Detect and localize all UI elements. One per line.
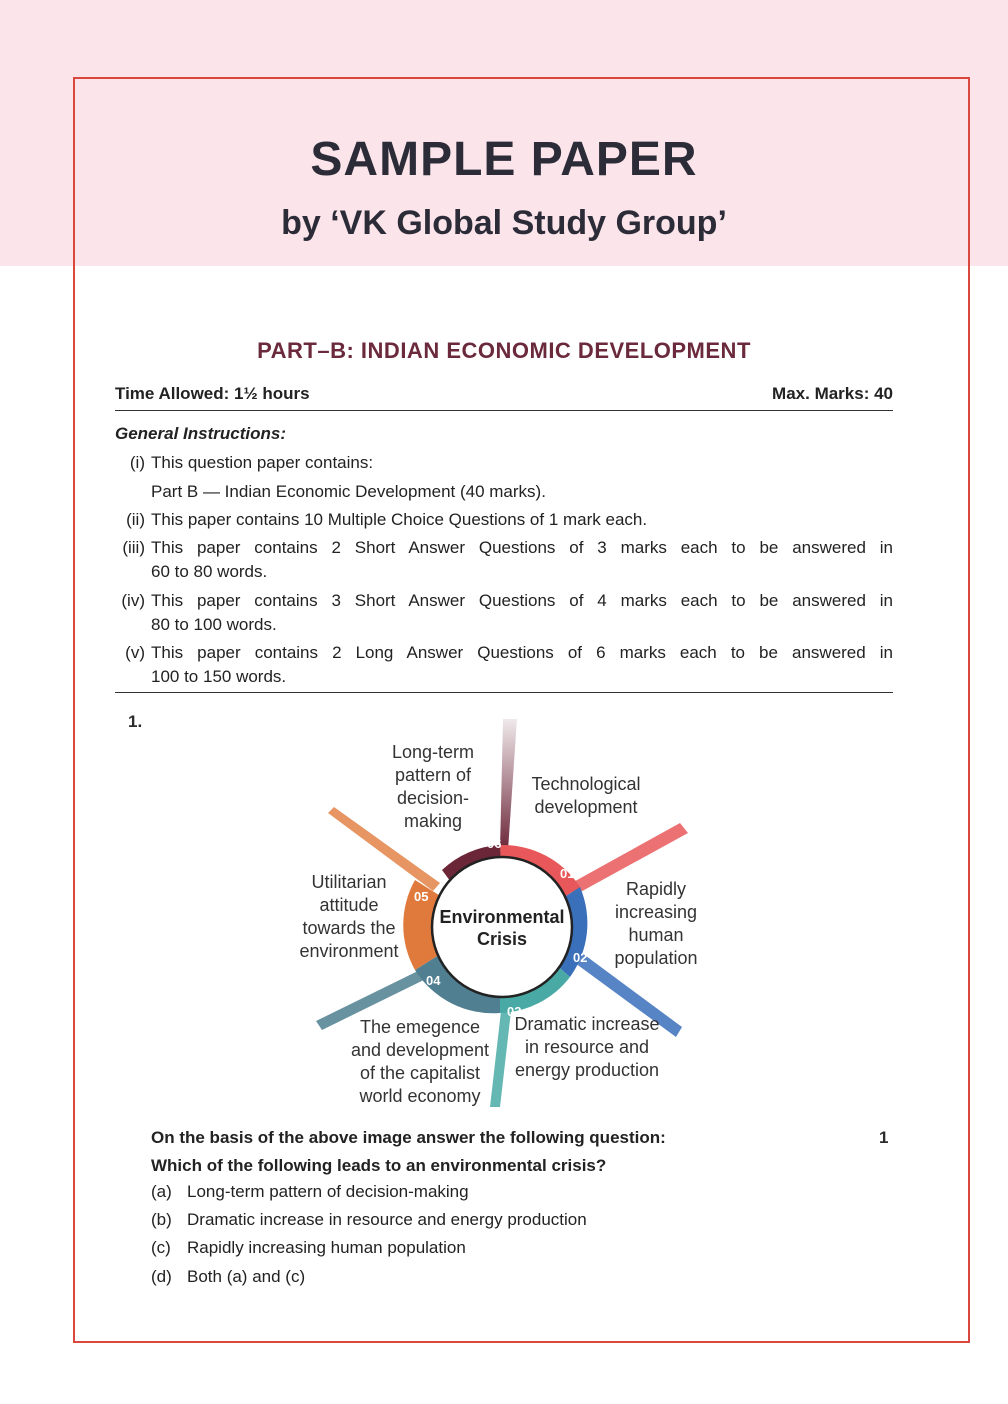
instruction-item bbox=[115, 560, 893, 588]
max-marks: Max. Marks: 40 bbox=[772, 384, 893, 403]
instruction-text: 60 to 80 words. bbox=[151, 562, 268, 581]
page-border bbox=[73, 77, 970, 1343]
segment-number-03: 03 bbox=[507, 1004, 522, 1019]
instruction-number: (iii) bbox=[122, 538, 145, 557]
instruction-item bbox=[115, 480, 893, 508]
instruction-number: (iv) bbox=[121, 591, 145, 610]
center-circle bbox=[432, 857, 575, 997]
label-segment-05: Utilitarian attitude towards the environment bbox=[299, 872, 399, 961]
segment-number-06: 06 bbox=[487, 836, 502, 851]
instruction-text: This paper contains 2 Short Answer Questions of 3 marks each to be answered in bbox=[151, 538, 893, 557]
paper-title: SAMPLE PAPER bbox=[310, 133, 698, 186]
option-label: (b) bbox=[151, 1210, 172, 1229]
center-label-line2: Crisis bbox=[476, 929, 528, 949]
instruction-number: (ii) bbox=[126, 510, 145, 529]
divider-top bbox=[115, 410, 893, 411]
instruction-text: 80 to 100 words. bbox=[151, 615, 277, 634]
instruction-text: This paper contains 3 Short Answer Questions of 4 marks each to be answered in bbox=[151, 591, 893, 610]
label-segment-01: Technological development bbox=[531, 774, 641, 817]
instruction-text: 100 to 150 words. bbox=[151, 667, 287, 686]
segment-number-05: 05 bbox=[414, 889, 429, 904]
option-text: Rapidly increasing human population bbox=[187, 1238, 466, 1257]
option-text: Both (a) and (c) bbox=[187, 1267, 306, 1286]
question-stem-1: On the basis of the above image answer the following question: bbox=[151, 1128, 666, 1147]
instruction-item bbox=[115, 613, 893, 641]
instruction-item bbox=[115, 508, 893, 536]
instruction-number: (i) bbox=[129, 453, 145, 472]
general-instructions-label: General Instructions: bbox=[115, 424, 286, 443]
instruction-text: Part B — Indian Economic Development (40 marks). bbox=[151, 482, 546, 501]
divider-bottom bbox=[115, 692, 893, 693]
label-segment-04: The emegence and development of the capitalist world economy bbox=[350, 1017, 490, 1106]
paper-subtitle: by ‘VK Global Study Group’ bbox=[281, 204, 727, 242]
option-d[interactable] bbox=[151, 1267, 305, 1287]
option-b[interactable] bbox=[151, 1210, 587, 1230]
ray-06 bbox=[500, 719, 517, 850]
instruction-text: This question paper contains: bbox=[151, 453, 374, 472]
environmental-crisis-diagram bbox=[290, 715, 710, 1110]
label-segment-02: Rapidly increasing human population bbox=[614, 879, 698, 968]
center-label-line1: Environmental bbox=[439, 907, 565, 927]
part-title: PART–B: INDIAN ECONOMIC DEVELOPMENT bbox=[257, 338, 751, 363]
option-a[interactable] bbox=[151, 1182, 469, 1202]
question-number: 1. bbox=[128, 712, 143, 731]
instruction-item bbox=[115, 665, 893, 693]
instruction-text: This paper contains 2 Long Answer Questions of 6 marks each to be answered in bbox=[151, 643, 893, 662]
segment-number-02: 02 bbox=[573, 950, 588, 965]
time-allowed: Time Allowed: 1½ hours bbox=[115, 384, 310, 403]
option-label: (a) bbox=[151, 1182, 172, 1201]
label-segment-03: Dramatic increase in resource and energy production bbox=[514, 1014, 660, 1080]
segment-number-01: 01 bbox=[560, 866, 575, 881]
instruction-number: (v) bbox=[125, 643, 145, 662]
label-segment-06: Long-term pattern of decision-making bbox=[391, 742, 475, 831]
segment-number-04: 04 bbox=[426, 973, 441, 988]
question-stem-2: Which of the following leads to an environmental crisis? bbox=[151, 1156, 607, 1175]
option-text: Dramatic increase in resource and energy production bbox=[187, 1210, 587, 1229]
option-label: (d) bbox=[151, 1267, 172, 1286]
option-c[interactable] bbox=[151, 1238, 466, 1258]
option-label: (c) bbox=[151, 1238, 171, 1257]
option-text: Long-term pattern of decision-making bbox=[187, 1182, 469, 1201]
question-marks: 1 bbox=[879, 1128, 889, 1147]
instruction-text: This paper contains 10 Multiple Choice Questions of 1 mark each. bbox=[151, 510, 648, 529]
